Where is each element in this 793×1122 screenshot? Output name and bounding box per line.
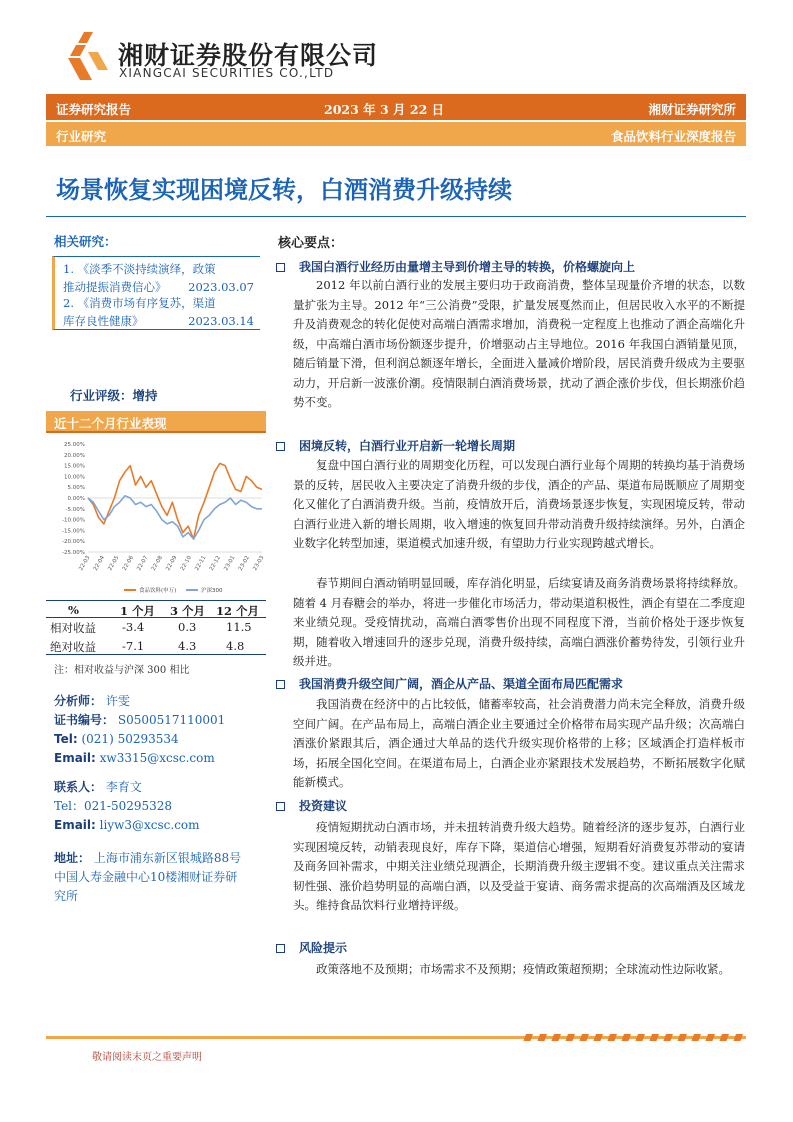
row-label: 绝对收益 — [50, 640, 96, 654]
footer-disclaimer: 敬请阅读末页之重要声明 — [92, 1052, 202, 1063]
analyst-email[interactable]: xw3315@xcsc.com — [99, 751, 215, 765]
core-points-heading: 核心要点： — [278, 236, 344, 251]
checkbox-bullet-icon — [276, 442, 285, 451]
x-tick-label: 22-07 — [136, 555, 150, 572]
analyst-label: 分析师： — [54, 694, 103, 708]
checkbox-bullet-icon — [276, 944, 285, 953]
related-item-1-line1[interactable]: 1. 《淡季不淡持续演绎，政策 — [63, 262, 216, 276]
related-research-list — [52, 256, 260, 330]
industry-rating: 行业评级：增持 — [70, 388, 158, 403]
section-heading: 我国白酒行业经历由量增主导到价增主导的转换，价格螺旋向上 — [276, 258, 635, 275]
table-header-cell: 1 个月 — [120, 604, 156, 618]
subheader-bar — [46, 122, 746, 146]
y-tick-label: 0.00% — [67, 496, 85, 502]
checkbox-bullet-icon — [276, 802, 285, 811]
analyst-block — [54, 692, 225, 768]
address-line1: 上海市浦东新区银城路88号 — [93, 851, 242, 865]
cell-12m: 11.5 — [226, 620, 252, 634]
y-tick-label: -5.00% — [65, 506, 85, 513]
analyst-name: 许雯 — [105, 694, 130, 708]
row-label: 相对收益 — [50, 621, 96, 635]
x-tick-label: 22-12 — [208, 555, 222, 572]
x-tick-label: 23-01 — [223, 555, 237, 572]
x-tick-label: 22-03 — [78, 555, 92, 572]
y-tick-label: -25.00% — [62, 550, 85, 556]
table-row — [46, 618, 266, 636]
section-heading: 投资建议 — [276, 797, 347, 814]
section-paragraph: 复盘中国白酒行业的周期变化历程，可以发现白酒行业每个周期的转换均基于消费场景的反转，居民收入主要决定了消费升级的步伐，酒企的产品、渠道布局既顺应了周期变化又催化了白酒消费升级。当前，疫情放开后，消费场景逐步恢复，实现困境反转，带动白酒行业进入新的增长周期，收入增速的恢复回升带动消费升级持续演绎。另外，白酒企业数字化转型加速，渠道模式加速升级，有望助力行业实现跨越式增长。 — [293, 458, 745, 550]
table-header-cell: % — [68, 603, 79, 617]
contact-email-label: Email: — [54, 818, 96, 832]
x-tick-label: 22-08 — [150, 555, 164, 572]
performance-heading-bar — [46, 411, 266, 433]
contact-label: 联系人： — [54, 780, 103, 794]
related-item-2-line2[interactable]: 库存良性健康》 — [63, 314, 144, 328]
table-header-cell: 12 个月 — [216, 604, 260, 618]
contact-block — [54, 778, 200, 835]
industry-performance-chart — [48, 438, 268, 600]
x-tick-label: 23-03 — [252, 555, 266, 572]
cell-12m: 4.8 — [226, 639, 245, 653]
section-paragraph: 2012 年以前白酒行业的发展主要归功于政商消费，整体呈现量价齐增的状态，以数量扩张为主导。2012 年“三公消费”受限，扩量发展戛然而止，但居民收入水平的不断提升及消费观念的转化促使对高端白酒需求增加，消费税一定程度上也推动了酒企高端化升级，中高端白酒市场份额逐步提升，价增驱动占主导地位。2016 年我国白酒销量见顶，随后销量下滑，但利润总额逐年增长，全面进入量减价增阶段，居民消费升级成为主要驱动力，开启新一波涨价潮。疫情限制白酒消费场景，扰动了酒企涨价步伐，但长期涨价趋势不变。 — [293, 278, 745, 409]
report-date: 2023 年 3 月 22 日 — [324, 102, 445, 117]
address-line3: 究所 — [54, 889, 79, 903]
company-name-en: XIANGCAI SECURITIES CO.,LTD — [119, 66, 335, 80]
x-tick-label: 22-04 — [92, 555, 106, 572]
contact-email[interactable]: liyw3@xcsc.com — [99, 818, 200, 832]
checkbox-bullet-icon — [276, 263, 285, 272]
y-tick-label: 5.00% — [67, 485, 85, 492]
x-tick-label: 22-06 — [121, 555, 135, 572]
section-heading: 我国消费升级空间广阔，酒企从产品、渠道全面布局匹配需求 — [276, 675, 623, 692]
institute-name: 湘财证券研究所 — [648, 102, 736, 117]
table-row — [46, 637, 266, 655]
address-line2: 中国人寿金融中心10楼湘财证券研 — [54, 870, 238, 884]
checkbox-bullet-icon — [276, 680, 285, 689]
address-block — [54, 849, 241, 906]
section-paragraph: 政策落地不及预期；市场需求不及预期；疫情政策超预期；全球流动性边际收紧。 — [316, 962, 730, 976]
cert-label: 证书编号： — [54, 713, 115, 727]
x-tick-label: 22-05 — [107, 555, 121, 572]
table-header-cell: 3 个月 — [170, 604, 206, 618]
table-header-row — [46, 600, 266, 618]
company-name: 湘财证券股份有限公司 — [118, 41, 379, 70]
legend-label: 沪深300 — [201, 588, 223, 594]
x-tick-label: 23-02 — [237, 555, 251, 572]
performance-heading: 近十二个月行业表现 — [54, 416, 167, 431]
header-bar — [46, 94, 746, 120]
series-line — [88, 496, 262, 539]
legend-label: 食品饮料(申万) — [139, 588, 177, 594]
email-label: Email: — [54, 751, 96, 765]
related-item-1-date: 2023.03.07 — [188, 280, 254, 294]
y-tick-label: 10.00% — [64, 474, 85, 481]
y-tick-label: 25.00% — [64, 442, 85, 448]
section-paragraph: 春节期间白酒动销明显回暖，库存消化明显，后续宴请及商务消费场景将持续释放。随着 4 月春糖会的举办，将进一步催化市场活力，带动渠道积极性，酒企有望在二季度迎来业绩兑现。受疫情扰动，高端白酒零售价出现不同程度下滑，当前价格处于逐步恢复期，随着收入增速回升的逐步兑现，消费升级持续，高端白酒涨价蓄势待发，引领行业升级并进。 — [293, 576, 745, 668]
x-tick-label: 22-11 — [194, 555, 208, 572]
page-title: 场景恢复实现困境反转，白酒消费升级持续 — [56, 176, 512, 204]
section-heading: 困境反转，白酒行业开启新一轮增长周期 — [276, 437, 515, 454]
contact-name: 李育文 — [105, 780, 142, 794]
series-line — [88, 463, 262, 539]
y-tick-label: 15.00% — [64, 463, 85, 470]
x-tick-label: 22-09 — [165, 555, 179, 572]
footer-divider — [46, 1034, 746, 1041]
x-tick-label: 22-10 — [179, 555, 193, 572]
related-research-heading: 相关研究： — [54, 234, 117, 249]
contact-tel: Tel：021-50295328 — [54, 799, 173, 813]
analyst-tel: (021) 50293534 — [81, 732, 179, 746]
cert-number: S0500517110001 — [117, 713, 226, 727]
related-item-1-line2[interactable]: 推动提振消费信心》 — [63, 280, 167, 294]
report-type: 证券研究报告 — [56, 102, 132, 117]
address-label: 地址： — [54, 851, 91, 865]
y-tick-label: 20.00% — [64, 452, 85, 459]
y-tick-label: -15.00% — [62, 528, 85, 535]
cell-3m: 0.3 — [178, 620, 197, 634]
tel-label: Tel: — [54, 732, 78, 746]
title-divider — [46, 216, 746, 217]
report-kind: 食品饮料行业深度报告 — [610, 129, 736, 144]
cell-1m: -3.4 — [122, 620, 145, 634]
report-category: 行业研究 — [56, 129, 107, 144]
section-heading: 风险提示 — [276, 939, 347, 956]
y-tick-label: -10.00% — [62, 517, 85, 524]
section-paragraph: 疫情短期扰动白酒市场，并未扭转消费升级大趋势。随着经济的逐步复苏，白酒行业实现困境反转，动销表现良好，库存下降，渠道信心增强，短期看好消费复苏带动的宴请及商务回补需求，中期关注业绩兑现酒企，长期消费升级主逻辑不变。建议重点关注需求韧性强、涨价趋势明显的高端白酒，以及受益于宴请、商务需求提高的次高端酒及区域龙头。维持食品饮料行业增持评级。 — [293, 820, 745, 912]
table-note: 注：相对收益与沪深 300 相比 — [54, 665, 190, 676]
related-item-2-date: 2023.03.14 — [188, 314, 254, 328]
y-tick-label: -20.00% — [62, 539, 85, 546]
related-item-2-line1[interactable]: 2. 《消费市场有序复苏，渠道 — [63, 296, 216, 310]
section-paragraph: 我国消费在经济中的占比较低，储蓄率较高，社会消费潜力尚未完全释放，消费升级空间广阔。在产品布局上，高端白酒企业主要通过全价格带布局实现产品升级；次高端白酒涨价紧跟其后，酒企通过大单品的迭代升级实现价格带的上移；区域酒企打造样板市场，拓展全国化空间。在渠道布局上，白酒企业亦紧跟技术发展趋势，不断拓展数字化赋能新模式。 — [293, 697, 745, 789]
company-logo-icon — [62, 30, 112, 82]
cell-1m: -7.1 — [122, 639, 145, 653]
cell-3m: 4.3 — [178, 639, 197, 653]
